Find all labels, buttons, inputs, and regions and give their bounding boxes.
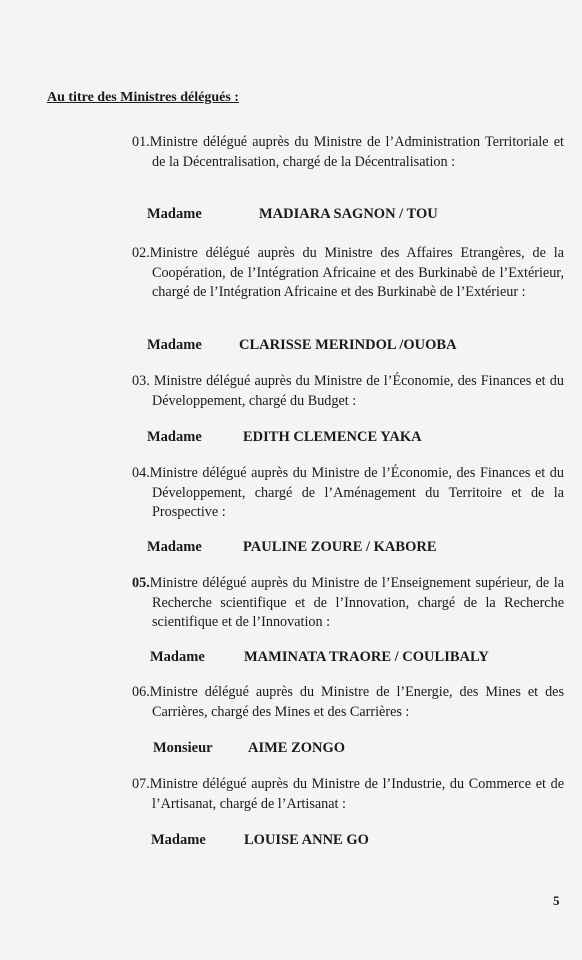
entry-text [132,683,564,722]
entry-text [132,775,564,814]
appointee-name: LOUISE ANNE GO [244,832,369,848]
entry-description: Ministre délégué auprès du Ministre de l’Administration Territoriale et de la Décentralisation, chargé de la Décentralisation : [149,134,564,170]
appointee-name: MAMINATA TRAORE / COULIBALY [244,649,489,665]
appointee-title: Madame [151,832,206,848]
appointee-title: Madame [150,649,205,665]
section-heading: Au titre des Ministres délégués : [47,90,239,105]
entry-number: 05. [132,575,150,591]
appointee-title: Madame [147,337,202,353]
appointee-name: EDITH CLEMENCE YAKA [243,429,422,445]
entry-number: 06. [132,684,150,700]
entry-description: Ministre délégué auprès du Ministre de l’Industrie, du Commerce et de l’Artisanat, chargé de l’Artisanat : [149,776,564,812]
appointee-title: Madame [147,206,202,222]
entry-text [132,244,564,303]
page-number: 5 [553,893,560,908]
entry-description: Ministre délégué auprès du Ministre de l’Energie, des Mines et des Carrières, chargé des Mines et des Carrières : [149,684,564,720]
entry-text [132,464,564,523]
appointee-title: Monsieur [153,740,213,756]
entry-text [132,574,564,633]
entry-text [132,372,564,411]
entry-number: 07. [132,776,150,792]
entry-number: 04. [132,465,150,481]
appointee-title: Madame [147,539,202,555]
entry-number: 01. [132,134,150,150]
entry-description: Ministre délégué auprès du Ministre de l’Enseignement supérieur, de la Recherche scientifique et de l’Innovation, chargé de la Recherche scientifique et de l’Innovation : [149,575,564,630]
appointee-name: MADIARA SAGNON / TOU [259,206,438,222]
appointee-name: CLARISSE MERINDOL /OUOBA [239,337,457,353]
appointee-name: AIME ZONGO [248,740,346,756]
entry-text [132,133,564,172]
appointee-name: PAULINE ZOURE / KABORE [243,539,437,555]
entry-description: Ministre délégué auprès du Ministre de l’Économie, des Finances et du Développement, chargé de l’Aménagement du Territoire et de la Prospective : [149,465,564,520]
entry-number: 02. [132,245,150,261]
entry-description: Ministre délégué auprès du Ministre de l’Économie, des Finances et du Développement, chargé du Budget : [152,373,564,409]
appointee-title: Madame [147,429,202,445]
entry-description: Ministre délégué auprès du Ministre des Affaires Etrangères, de la Coopération, de l’Intégration Africaine et des Burkinabè de l’Extérieur, chargé de l’Intégration Africaine et des Burkinabè de l’Extérieur : [149,245,564,300]
entry-number: 03. [132,373,154,389]
